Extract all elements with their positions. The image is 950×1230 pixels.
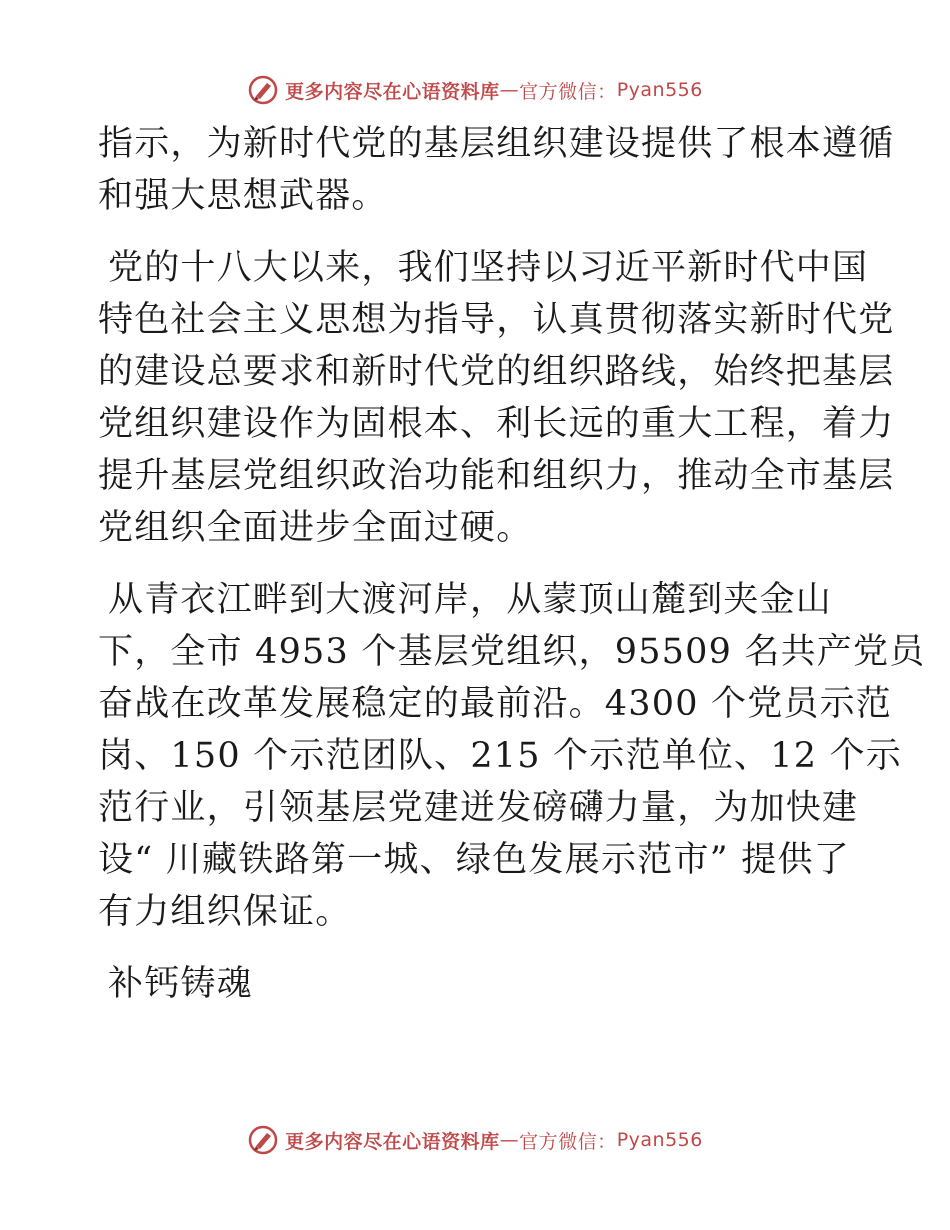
text-line: 岗、150 个示范团队、215 个示范单位、12 个示 xyxy=(98,736,902,776)
paragraph-2 xyxy=(98,242,895,554)
watermark-wechat-id: Pyan556 xyxy=(616,79,703,101)
footer-watermark xyxy=(0,1120,950,1160)
paragraph-4-heading xyxy=(98,958,850,1010)
text-line: 提升基层党组织政治功能和组织力，推动全市基层 xyxy=(98,456,895,496)
text-line: 从青衣江畔到大渡河岸，从蒙顶山麓到夹金山 xyxy=(108,580,833,620)
document-body xyxy=(98,118,926,1030)
header-watermark xyxy=(0,70,950,110)
watermark-wechat-id: Pyan556 xyxy=(616,1129,703,1151)
text-line: 党的十八大以来，我们坚持以习近平新时代中国 xyxy=(108,248,869,288)
text-line: 范行业，引领基层党建迸发磅礴力量，为加快建 xyxy=(98,788,859,828)
text-line: 和强大思想武器。 xyxy=(98,176,388,216)
watermark-wechat-label: 官方微信： xyxy=(519,80,617,103)
section-heading: 补钙铸魂 xyxy=(108,964,253,1004)
text-line: 党组织全面进步全面过硬。 xyxy=(98,508,533,548)
paragraph-3 xyxy=(98,574,926,938)
text-line: 设“ 川藏铁路第一城、绿色发展示范市” 提供了 xyxy=(98,840,850,880)
text-line: 特色社会主义思想为指导，认真贯彻落实新时代党 xyxy=(98,300,895,340)
watermark-main-text: 更多内容尽在心语资料库 xyxy=(285,1130,500,1153)
text-line: 指示，为新时代党的基层组织建设提供了根本遵循 xyxy=(98,124,895,164)
pen-logo-icon xyxy=(247,1124,279,1156)
watermark-dash: — xyxy=(499,1129,520,1151)
text-line: 党组织建设作为固根本、利长远的重大工程，着力 xyxy=(98,404,895,444)
text-line: 有力组织保证。 xyxy=(98,892,352,932)
text-line: 奋战在改革发展稳定的最前沿。4300 个党员示范 xyxy=(98,684,892,724)
watermark-main-text: 更多内容尽在心语资料库 xyxy=(285,80,500,103)
paragraph-1 xyxy=(98,118,895,222)
watermark-wechat-label: 官方微信： xyxy=(519,1130,617,1153)
pen-logo-icon xyxy=(247,74,279,106)
text-line: 下，全市 4953 个基层党组织，95509 名共产党员 xyxy=(98,632,926,672)
text-line: 的建设总要求和新时代党的组织路线，始终把基层 xyxy=(98,352,895,392)
watermark-dash: — xyxy=(499,79,520,101)
